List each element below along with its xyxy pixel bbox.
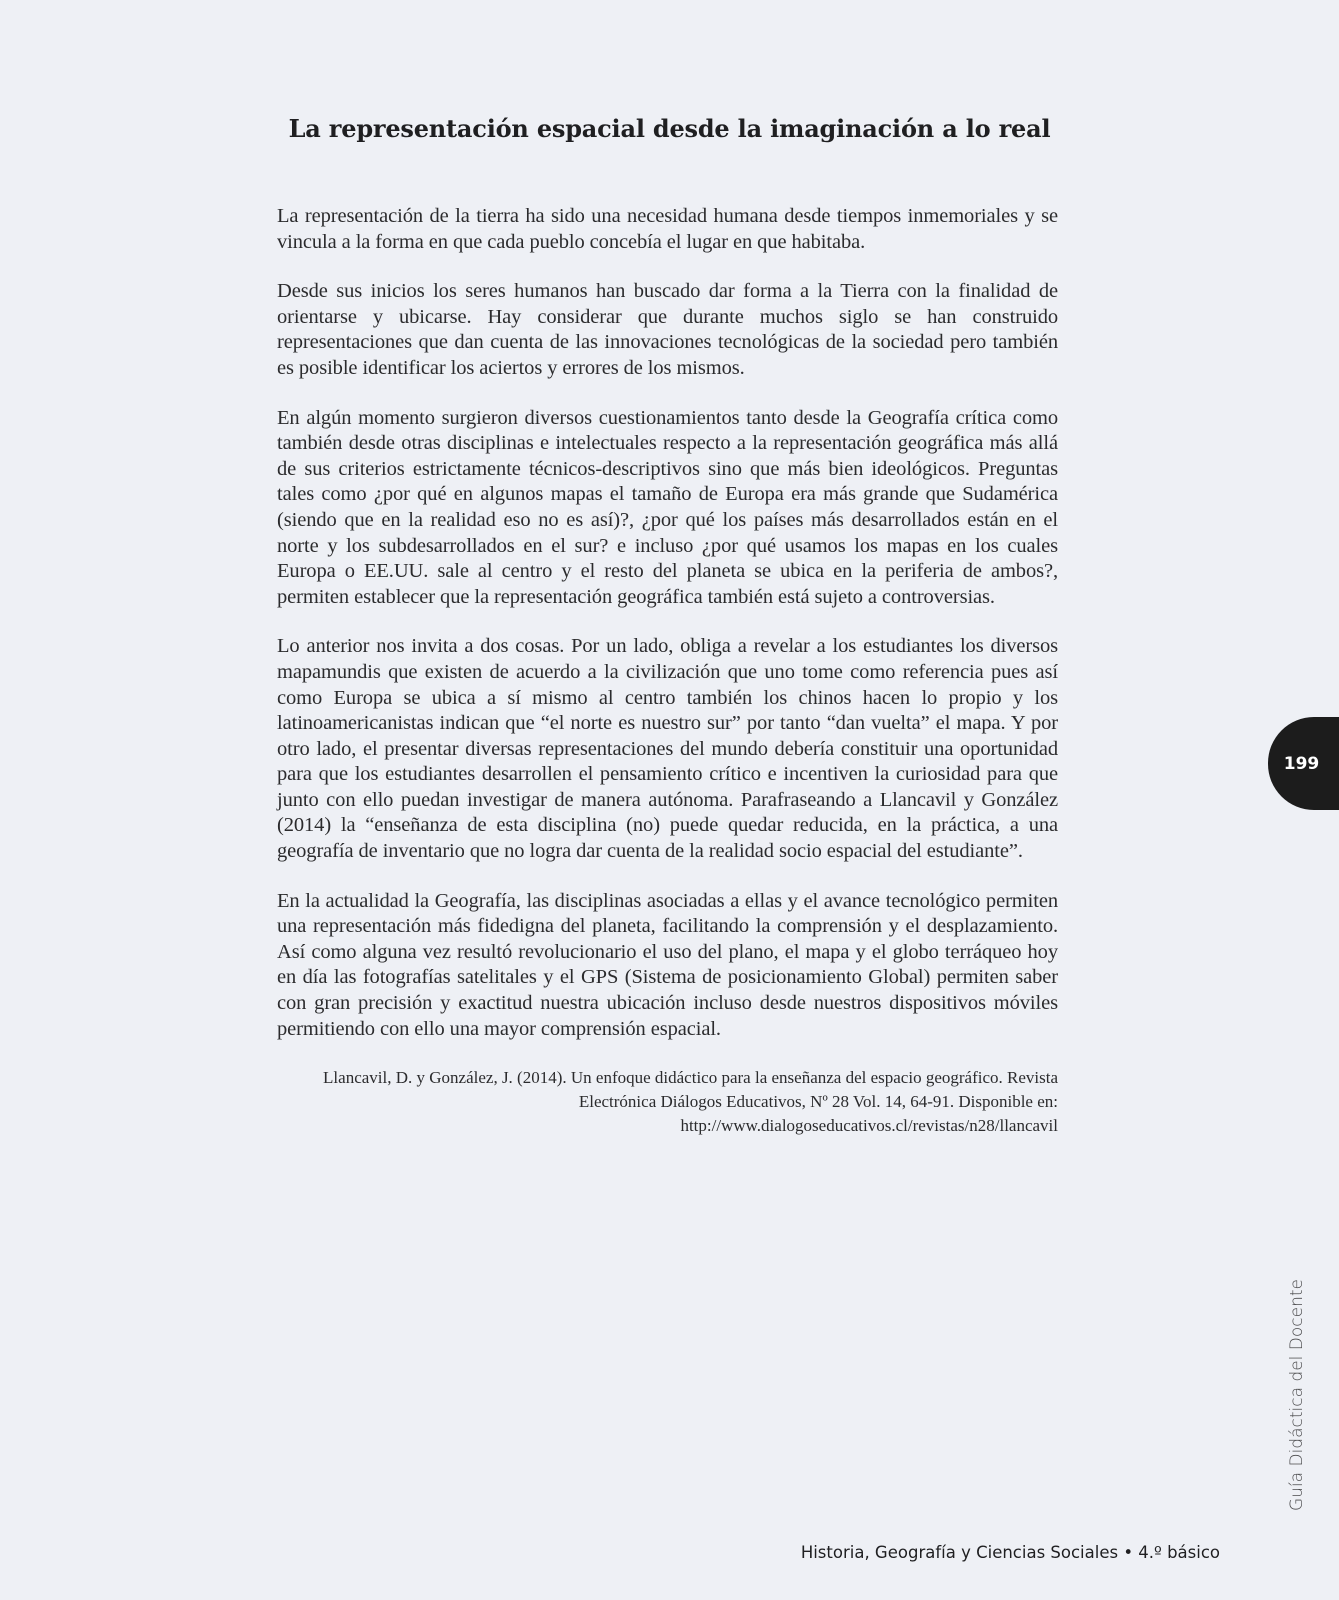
side-label: Guía Didáctica del Docente [1287, 1279, 1307, 1511]
page-number: 199 [1283, 753, 1320, 774]
paragraph-4: Lo anterior nos invita a dos cosas. Por un lado, obliga a revelar a los estudiantes los diversos mapamundis que existen de acuerdo a la civilización que uno tome como referencia pues así como Europa se ubica a sí mismo al centro también los chinos hacen lo propio y los latinoamericanistas indican que “el norte es nuestro sur” por tanto “dan vuelta” el mapa. Y por otro lado, el presentar diversas representaciones del mundo debería constituir una oportunidad para que los estudiantes desarrollen el pensamiento crítico e incentiven la curiosidad para que junto con ello puedan investigar de manera autónoma. Parafraseando a Llancavil y González (2014) la “enseñanza de esta disciplina (no) puede quedar reducida, en la práctica, a una geografía de inventario que no logra dar cuenta de la realidad socio espacial del estudiante”. [277, 635, 1058, 863]
bibliographic-reference: Llancavil, D. y González, J. (2014). Un enfoque didáctico para la enseñanza del espacio geográfico. Revista Electrónica Diálogos Educativos, Nº 28 Vol. 14, 64-91. Disponible en: http://www.dialogoseducativos.cl/revistas/n28/llancavil [323, 1068, 1058, 1136]
body-text [277, 204, 1058, 1138]
page-title: La representación espacial desde la imaginación a lo real [288, 114, 1051, 143]
paragraph-3: En algún momento surgieron diversos cuestionamientos tanto desde la Geografía crítica como también desde otras disciplinas e intelectuales respecto a la representación geográfica más allá de sus criterios estrictamente técnicos-descriptivos sino que más bien ideológicos. Preguntas tales como ¿por qué en algunos mapas el tamaño de Europa era más grande que Sudamérica (siendo que en la realidad eso no es así)?, ¿por qué los países más desarrollados están en el norte y los subdesarrollados en el sur? e incluso ¿por qué usamos los mapas en los cuales Europa o EE.UU. sale al centro y el resto del planeta se ubica en la periferia de ambos?, permiten establecer que la representación geográfica también está sujeto a controversias. [277, 406, 1058, 608]
paragraph-2: Desde sus inicios los seres humanos han buscado dar forma a la Tierra con la finalidad de orientarse y ubicarse. Hay considerar que durante muchos siglo se han construido representaciones que dan cuenta de las innovaciones tecnológicas de la sociedad pero también es posible identificar los aciertos y errores de los mismos. [277, 280, 1058, 379]
paragraph-5: En la actualidad la Geografía, las disciplinas asociadas a ellas y el avance tecnológico permiten una representación más fidedigna del planeta, facilitando la comprensión y el desplazamiento. Así como alguna vez resultó revolucionario el uso del plano, el mapa y el globo terráqueo hoy en día las fotografías satelitales y el GPS (Sistema de posicionamiento Global) permiten saber con gran precisión y exactitud nuestra ubicación incluso desde nuestros dispositivos móviles permitiendo con ello una mayor comprensión espacial. [277, 889, 1058, 1040]
footer-text: Historia, Geografía y Ciencias Sociales • 4.º básico [800, 1543, 1220, 1562]
page-number-tab [1268, 717, 1339, 810]
paragraph-1: La representación de la tierra ha sido una necesidad humana desde tiempos inmemoriales y se vincula a la forma en que cada pueblo concebía el lugar en que habitaba. [277, 205, 1058, 253]
